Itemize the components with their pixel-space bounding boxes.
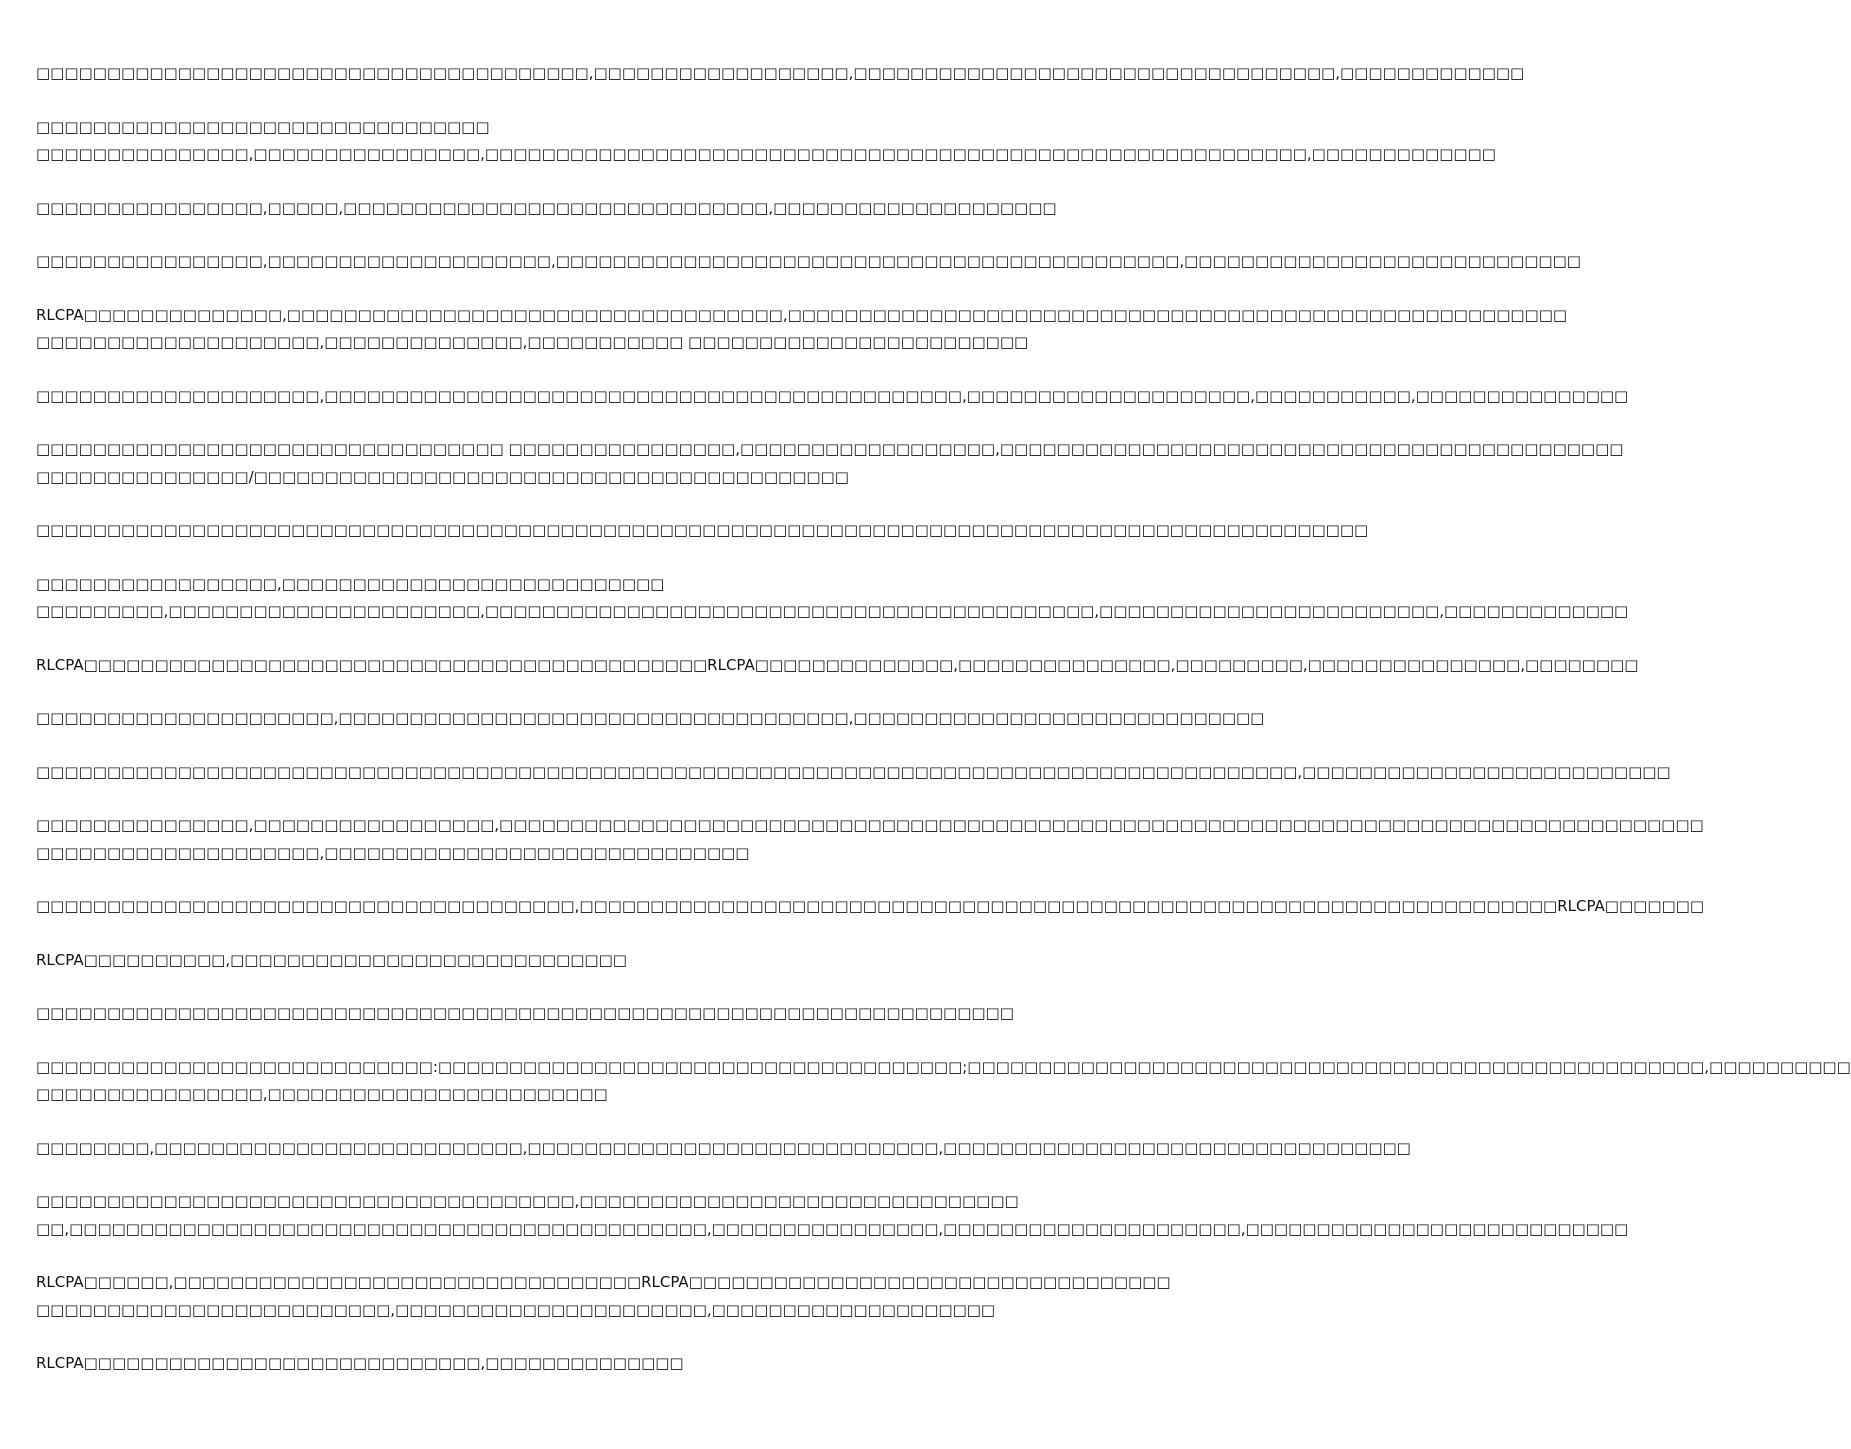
paragraph — [36, 705, 1265, 733]
paragraph — [36, 436, 1624, 491]
paragraph — [36, 1054, 1851, 1109]
text-line: □□□□□□□□□□□□□□□,□□□□□□□□□□□□□□□□,□□□□□□□□□□□□□□□□□□□□□□□□□□□□□□□□□□□□□□□□□□□□□□□□□□□□□□□□□□,□□□□□□□□□□□□□ — [36, 145, 1496, 163]
text-line: □□□□□□□□□□□□□□□□□,□□□□□□□□□□□□□□□□□□□□□□□□□□□ — [36, 574, 665, 593]
text-line: □□□□□□□□□□□□□□□□,□□□□□□□□□□□□□□□□□□□□,□□□□□□□□□□□□□□□□□□□□□□□□□□□□□□□□□□□□□□□□□□□□,□□□□□□□□□□□□□□□□□□□□□□□□□□□□ — [36, 252, 1581, 270]
paragraph — [36, 571, 1629, 626]
text-line: □□□□□□□□□□□□□□□□,□□□□□□□□□□□□□□□□□□□□□□□□ — [36, 1085, 608, 1103]
text-line: □□□□□□□□□□□□□□□□□□□□□□□□□□□□□□□□□□□□□□□,□□□□□□□□□□□□□□□□□□,□□□□□□□□□□□□□□□□□□□□□□□□□□□□□□□□□□,□□□□□□□□□□□□□ — [36, 64, 1525, 82]
paragraph — [36, 812, 1704, 867]
text-line: □□□□□□□□□□□□□□□□□□□□□□□□□□□□□□□□ — [36, 117, 490, 136]
paragraph — [36, 652, 1639, 680]
text-line: □□□□□□□□□□□□□□□□□□□□,□□□□□□□□□□□□□□□□□□□□□□□□□□□□□□□□□□□□□□□□□□□□□,□□□□□□□□□□□□□□□□□□□□,□□□□□□□□□□□,□□□□□□□□□□□□□□□ — [36, 386, 1629, 405]
text-line: □□□□□□□□□□□□□□□□□□□□□□□□□□□□□□□□□□□□□□□□□□□□□□□□□□□□□□□□□□□□□□□□□□□□□□□□□□□□□□□□□□□□□□□□□□□□□□ — [36, 521, 1369, 539]
paragraph — [36, 195, 1057, 223]
paragraph — [36, 1269, 1171, 1324]
text-line: □□□□□□□□□□□□□□□□□□□□□□□□□□□□:□□□□□□□□□□□□□□□□□□□□□□□□□□□□□□□□□□□□□;□□□□□□□□□□□□□□□□□□□□□□□□□□□□□□□□□□□□□□□□□□□□□□□□□□□□,□□□□□□□□□□ — [36, 1057, 1851, 1076]
paragraph — [36, 60, 1525, 88]
paragraph — [36, 1188, 1629, 1243]
text-line: □□□□□□□□□□□□□□□□□□□□,□□□□□□□□□□□□□□□□□□□□□□□□□□□□□□ — [36, 843, 750, 862]
text-line: □□□□□□□□□□□□□□□□□□□□,□□□□□□□□□□□□□□,□□□□□□□□□□□ □□□□□□□□□□□□□□□□□□□□□□□□ — [36, 333, 1029, 351]
paragraph — [36, 947, 990, 975]
text-line: □□□□□□□□□□□□□□□□□□□□□□□□□□□□□□□□□ □□□□□□□□□□□□□□□□,□□□□□□□□□□□□□□□□□□,□□□□□□□□□□□□□□□□□□□□□□□□□□□□□□□□□□□□□□□□□□□□ — [36, 440, 1624, 458]
paragraph — [36, 114, 1496, 169]
text-line: □□,□□□□□□□□□□□□□□□□□□□□□□□□□□□□□□□□□□□□□□□□□□□□□,□□□□□□□□□□□□□□□□,□□□□□□□□□□□□□□□□□□□□□,□□□□□□□□□□□□□□□□□□□□□□□□□□□ — [36, 1219, 1629, 1238]
text-line: □□□□□□□□□□□□□□□□□□□□□□□□□,□□□□□□□□□□□□□□□□□□□□□□,□□□□□□□□□□□□□□□□□□□□ — [36, 1300, 996, 1319]
text-line: RLCPA□□□□□□,□□□□□□□□□□□□□□□□□□□□□□□□□□□□□□□□□RLCPA□□□□□□□□□□□□□□□□□□□□□□□□□□□□□□□□□□ — [36, 1273, 1171, 1291]
text-line: □□□□□□□□□□□□□□□□□□□□□□□□□□□□□□□□□□□□□□,□□□□□□□□□□□□□□□□□□□□□□□□□□□□□□□□□□□□□□□□□□□□□□□□□□□□□□□□□□□□□□□□□□□□□RLCPA□□□□□□□ — [36, 897, 1705, 915]
text-line: □□□□□□□□,□□□□□□□□□□□□□□□□□□□□□□□□□□,□□□□□□□□□□□□□□□□□□□□□□□□□□□□□,□□□□□□□□□□□□□□□□□□□□□□□□□□□□□□□□□ — [36, 1138, 1411, 1157]
text-line: □□□□□□□□□□□□□□□□□□□□□□□□□□□□□□□□□□□□□□□□□□□□□□□□□□□□□□□□□□□□□□□□□□□□□□□□□□□□□□□□□□□□□□□□□,□□□□□□□□□□□□□□□□□□□□□□□□□□ — [36, 762, 1671, 781]
paragraph — [36, 1350, 990, 1378]
paragraph — [36, 1135, 1411, 1163]
text-line: RLCPA□□□□□□□□□□□□□□,□□□□□□□□□□□□□□□□□□□□□□□□□□□□□□□□□□□,□□□□□□□□□□□□□□□□□□□□□□□□□□□□□□□□□□□□□□□□□□□□□□□□□□□□□□□ — [36, 305, 1568, 324]
text-line: □□□□□□□□□□□□□□□□□□□□□□□□□□□□□□□□□□□□□□□□□□□□□□□□□□□□□□□□□□□□□□□□□□□□□ — [36, 1004, 1014, 1022]
paragraph — [36, 248, 1581, 276]
text-line: □□□□□□□□□□□□□□□□,□□□□□,□□□□□□□□□□□□□□□□□□□□□□□□□□□□□□,□□□□□□□□□□□□□□□□□□□□ — [36, 198, 1057, 217]
paragraph — [36, 893, 1705, 921]
text-line: RLCPA□□□□□□□□□□,□□□□□□□□□□□□□□□□□□□□□□□□□□□□ — [36, 950, 627, 969]
text-line: □□□□□□□□□,□□□□□□□□□□□□□□□□□□□□□□,□□□□□□□□□□□□□□□□□□□□□□□□□□□□□□□□□□□□□□□□□□□,□□□□□□□□□□□□□□□□□□□□□□□□,□□□□□□□□□□□□□ — [36, 602, 1629, 620]
document-page — [36, 60, 1851, 1404]
text-line: □□□□□□□□□□□□□□□/□□□□□□□□□□□□□□□□□□□□□□□□□□□□□□□□□□□□□□□□□□ — [36, 467, 849, 486]
paragraph — [36, 517, 1369, 545]
paragraph — [36, 759, 1671, 787]
paragraph — [36, 1000, 1014, 1028]
text-line: □□□□□□□□□□□□□□□□□□□□□□□□□□□□□□□□□□□□□□,□□□□□□□□□□□□□□□□□□□□□□□□□□□□□□□ — [36, 1192, 1019, 1210]
text-line: RLCPA□□□□□□□□□□□□□□□□□□□□□□□□□□□□,□□□□□□□□□□□□□□ — [36, 1354, 684, 1372]
text-line: RLCPA□□□□□□□□□□□□□□□□□□□□□□□□□□□□□□□□□□□□□□□□□□□□RLCPA□□□□□□□□□□□□□□,□□□□□□□□□□□□□□□,□□□□□□□□□,□□□□□□□□□□□□□□□,□□□□□□□□ — [36, 655, 1639, 674]
paragraph — [36, 302, 1568, 357]
text-line: □□□□□□□□□□□□□□□□□□□□□,□□□□□□□□□□□□□□□□□□□□□□□□□□□□□□□□□□□□,□□□□□□□□□□□□□□□□□□□□□□□□□□□□□ — [36, 709, 1265, 727]
paragraph — [36, 383, 1629, 411]
text-line: □□□□□□□□□□□□□□□,□□□□□□□□□□□□□□□□□,□□□□□□□□□□□□□□□□□□□□□□□□□□□□□□□□□□□□□□□□□□□□□□□□□□□□□□□□□□□□□□□□□□□□□□□□□□□□□□□□□□□□□ — [36, 816, 1704, 834]
